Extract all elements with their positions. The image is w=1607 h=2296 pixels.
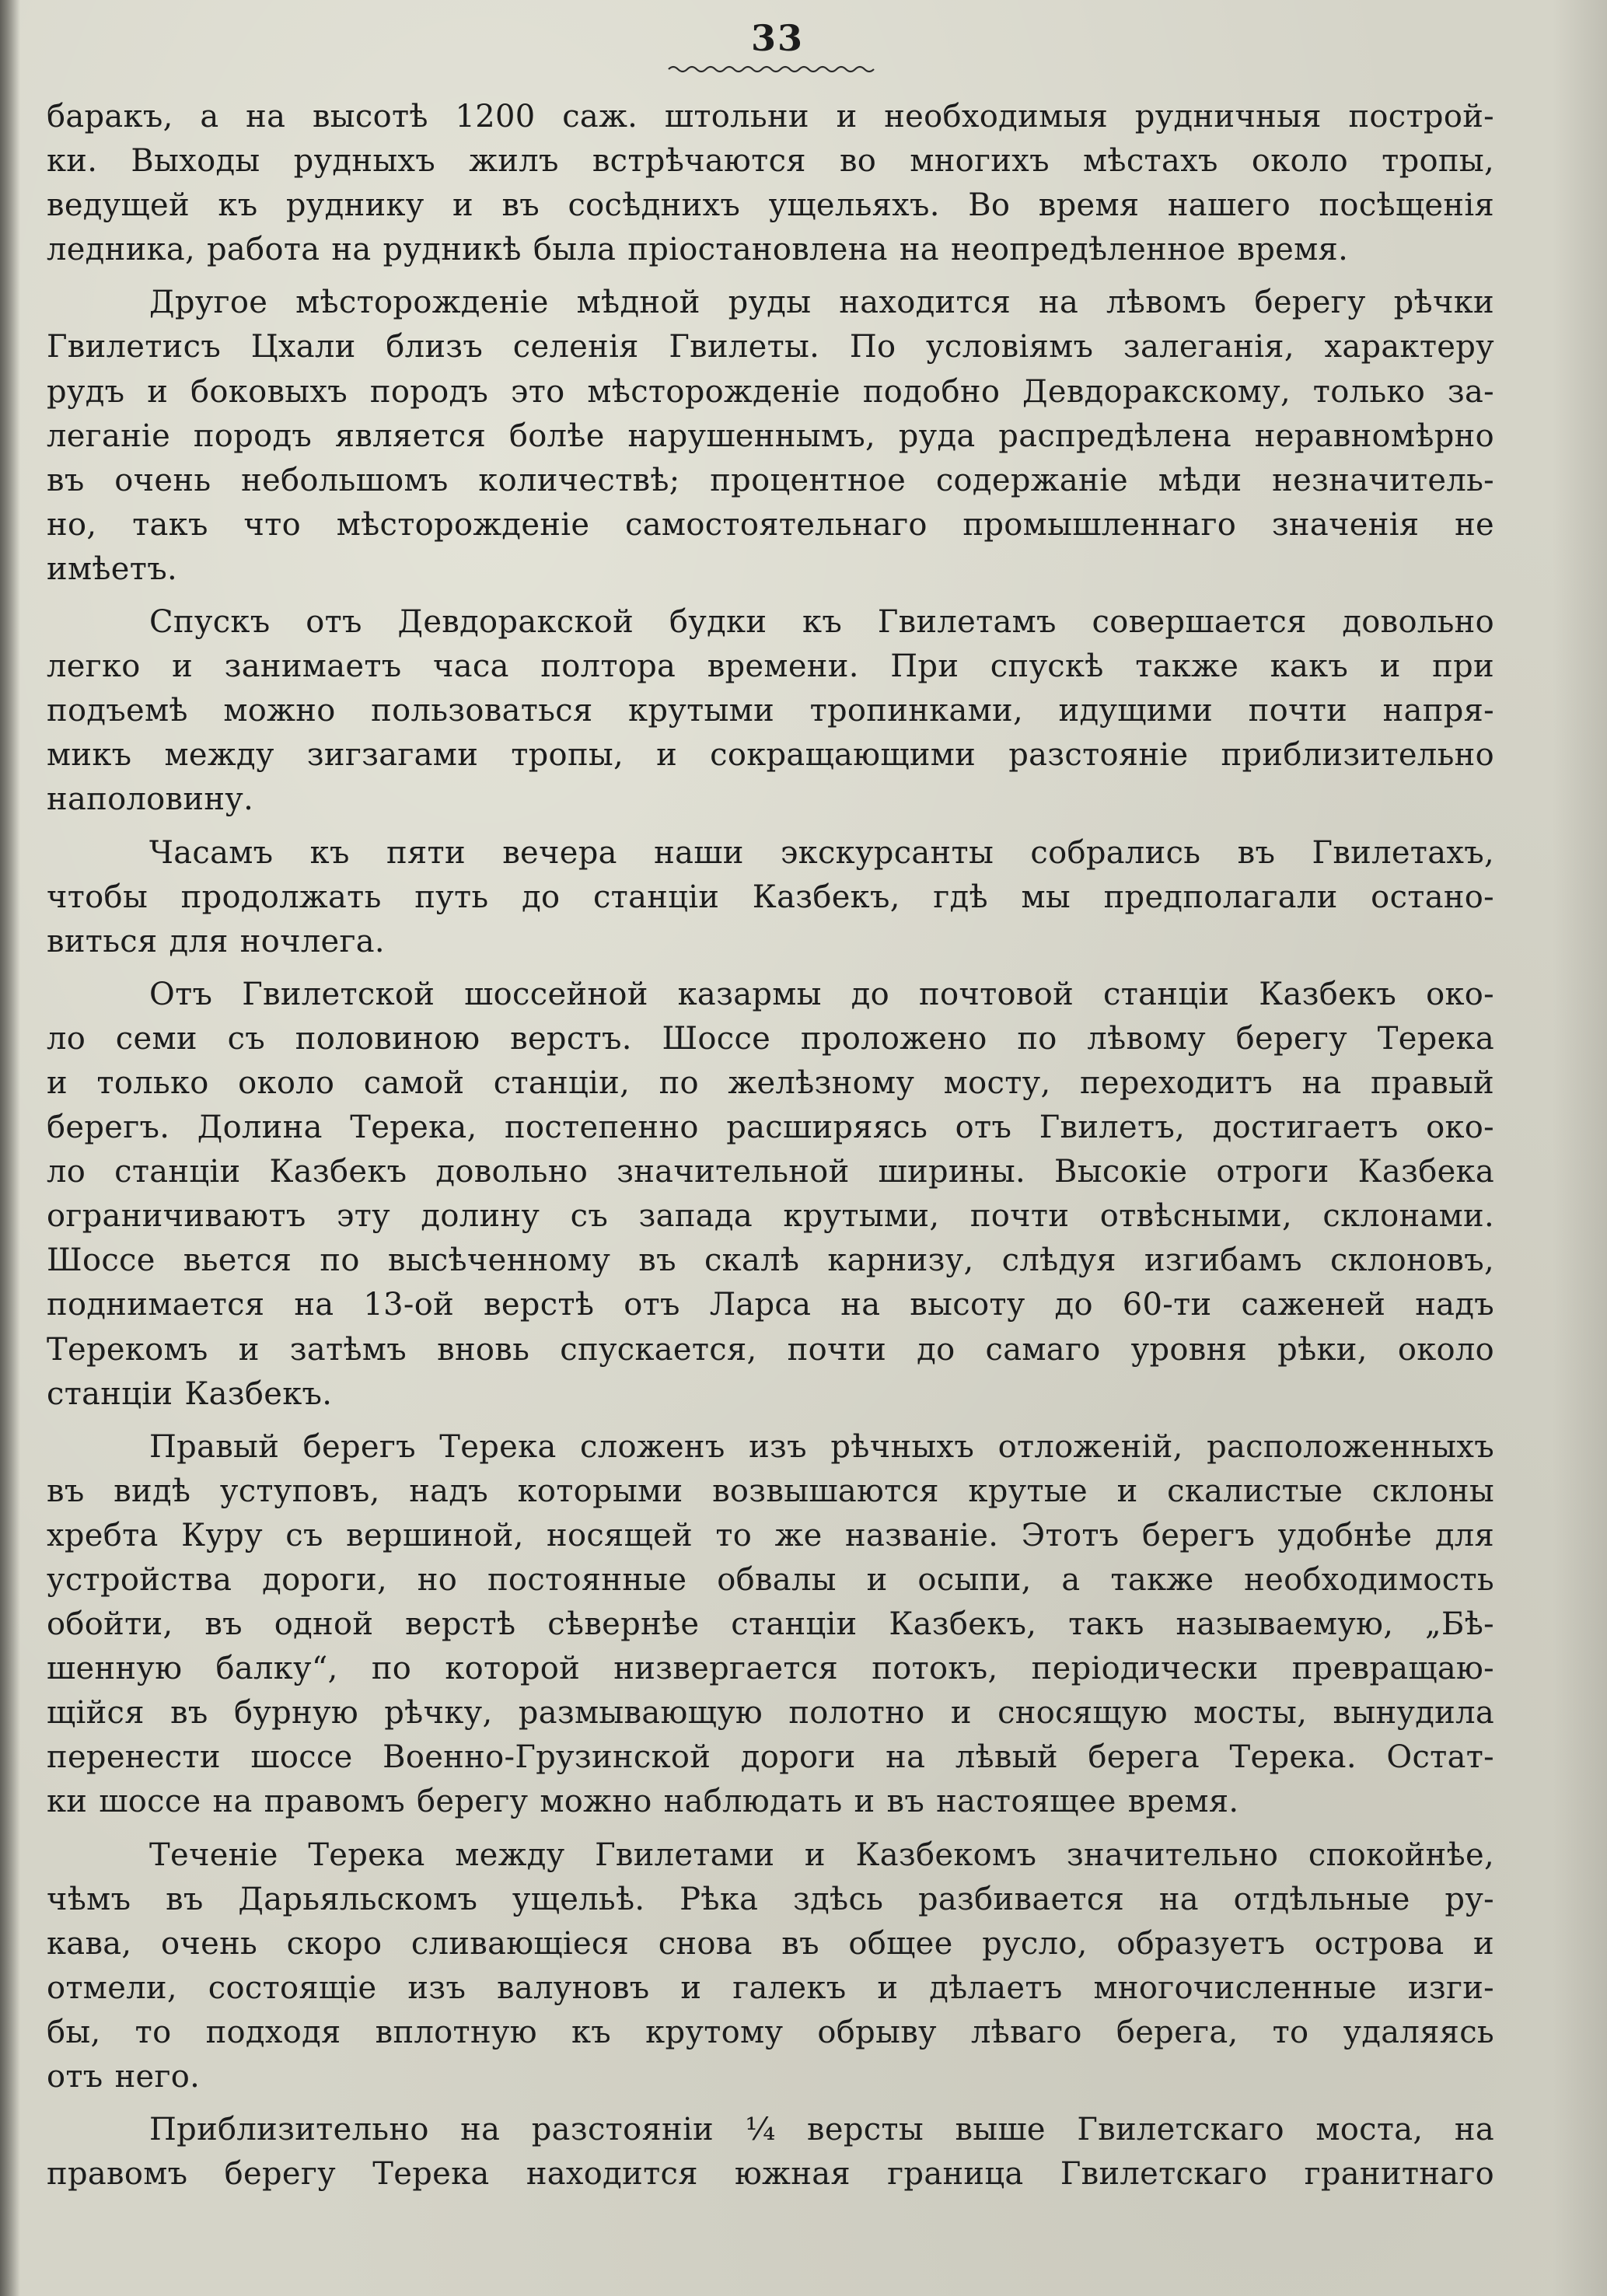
text-line: ки шоссе на правомъ берегу можно наблюдать и въ настоящее время. (47, 1784, 1239, 1820)
text-line: отъ него. (47, 2059, 201, 2095)
text-line: Шоссе вьется по высѣченному въ скалѣ карнизу, слѣдуя изгибамъ склоновъ, (47, 1242, 1494, 1279)
text-line: Часамъ къ пяти вечера наши экскурсанты собрались въ Гвилетахъ, (149, 834, 1494, 871)
text-line: наполовину. (47, 781, 254, 818)
text-line: микъ между зигзагами тропы, и сокращающими разстояніе приблизительно (47, 737, 1494, 774)
paragraph (47, 831, 1494, 964)
text-line: устройства дороги, но постоянные обвалы и осыпи, а также необходимость (47, 1562, 1494, 1598)
text-line: виться для ночлега. (47, 923, 385, 959)
text-line: хребта Куру съ вершиной, носящей то же названіе. Этотъ берегъ удобнѣе для (47, 1517, 1494, 1553)
text-line: Приблизительно на разстояніи ¼ версты выше Гвилетскаго моста, на (149, 2112, 1494, 2148)
text-line: станціи Казбекъ. (47, 1375, 333, 1412)
text-line: Теченіе Терека между Гвилетами и Казбекомъ значительно спокойнѣе, (149, 1836, 1494, 1873)
paragraph-gap (47, 964, 1494, 973)
text-line: чтобы продолжать путь до станціи Казбекъ, гдѣ мы предполагали остано- (47, 879, 1494, 915)
body-text (47, 95, 1494, 2196)
text-line: въ видѣ уступовъ, надъ которыми возвышаются крутые и скалистые склоны (47, 1473, 1494, 1509)
text-line: ло станціи Казбекъ довольно значительной ширины. Высокіе отроги Казбека (47, 1154, 1494, 1190)
text-line: но, такъ что мѣсторожденіе самостоятельнаго промышленнаго значенія не (47, 506, 1494, 543)
paragraph (47, 1833, 1494, 2100)
text-line: перенести шоссе Военно-Грузинской дороги на лѣвый берега Терека. Остат- (47, 1739, 1494, 1776)
paragraph (47, 95, 1494, 272)
paragraph-gap (47, 823, 1494, 831)
text-line: подъемѣ можно пользоваться крутыми тропинками, идущими почти напря- (47, 693, 1494, 729)
text-line: ограничиваютъ эту долину съ запада крутыми, почти отвѣсными, склонами. (47, 1198, 1494, 1235)
page-gutter-shadow (0, 0, 20, 2296)
text-line: ледника, работа на рудникѣ была пріостановлена на неопредѣленное время. (47, 232, 1349, 268)
text-line: Правый берегъ Терека сложенъ изъ рѣчныхъ отложеній, расположенныхъ (149, 1428, 1494, 1465)
text-line: отмели, состоящіе изъ валуновъ и галекъ и дѣлаетъ многочисленные изги- (47, 1969, 1494, 2006)
paragraph-gap (47, 1417, 1494, 1425)
paragraph (47, 1425, 1494, 1825)
text-line: чѣмъ въ Дарьяльскомъ ущельѣ. Рѣка здѣсь разбивается на отдѣльные ру- (47, 1881, 1494, 1917)
page-number: 33 (750, 17, 804, 59)
paragraph (47, 281, 1494, 592)
text-line: ки. Выходы рудныхъ жилъ встрѣчаются во многихъ мѣстахъ около тропы, (47, 143, 1494, 180)
paragraph-gap (47, 272, 1494, 281)
text-line: Отъ Гвилетской шоссейной казармы до почтовой станціи Казбекъ око- (149, 976, 1494, 1012)
text-line: Другое мѣсторожденіе мѣдной руды находится на лѣвомъ берегу рѣчки (149, 285, 1494, 321)
text-line: въ очень небольшомъ количествѣ; процентное содержаніе мѣди незначитель- (47, 462, 1494, 498)
paragraph (47, 600, 1494, 822)
paragraph-gap (47, 2099, 1494, 2108)
text-line: имѣетъ. (47, 550, 177, 587)
text-line: обойти, въ одной верстѣ сѣвернѣе станціи Казбекъ, такъ называемую, „Бѣ- (47, 1606, 1494, 1643)
text-line: баракъ, а на высотѣ 1200 саж. штольни и необходимыя рудничныя построй- (47, 99, 1494, 135)
text-line: Спускъ отъ Девдоракской будки къ Гвилетамъ совершается довольно (149, 604, 1494, 641)
text-line: берегъ. Долина Терека, постепенно расширяясь отъ Гвилетъ, достигаетъ око- (47, 1110, 1494, 1146)
text-line: щійся въ бурную рѣчку, размывающую полотно и сносящую мосты, вынудила (47, 1695, 1494, 1732)
paragraph (47, 973, 1494, 1417)
text-line: кава, очень скоро сливающіеся снова въ общее русло, образуетъ острова и (47, 1925, 1494, 1962)
paragraph (47, 2108, 1494, 2196)
text-line: бы, то подходя вплотную къ крутому обрыву лѣваго берега, то удаляясь (47, 2014, 1494, 2050)
text-line: Гвилетисъ Цхали близъ селенія Гвилеты. По условіямъ залеганія, характеру (47, 329, 1494, 365)
header-wavy-rule (667, 62, 877, 76)
text-line: и только около самой станціи, по желѣзному мосту, переходитъ на правый (47, 1064, 1494, 1101)
paragraph-gap (47, 592, 1494, 600)
text-line: легко и занимаетъ часа полтора времени. При спускѣ также какъ и при (47, 648, 1494, 685)
text-line: Терекомъ и затѣмъ вновь спускается, почти до самаго уровня рѣки, около (47, 1331, 1494, 1368)
text-line: шенную балку“, по которой низвергается потокъ, періодически превращаю- (47, 1651, 1494, 1687)
text-line: правомъ берегу Терека находится южная граница Гвилетскаго гранитнаго (47, 2156, 1494, 2193)
paragraph-gap (47, 1825, 1494, 1833)
page-edge-shade (1553, 0, 1607, 2296)
text-line: леганіе породъ является болѣе нарушеннымъ, руда распредѣлена неравномѣрно (47, 418, 1494, 454)
text-line: поднимается на 13-ой верстѣ отъ Ларса на высоту до 60-ти саженей надъ (47, 1287, 1494, 1323)
text-line: ведущей къ руднику и въ сосѣднихъ ущельяхъ. Во время нашего посѣщенія (47, 187, 1494, 224)
text-line: рудъ и боковыхъ породъ это мѣсторожденіе подобно Девдоракскому, только за- (47, 373, 1494, 410)
text-line: ло семи съ половиною верстъ. Шоссе проложено по лѣвому берегу Терека (47, 1020, 1494, 1057)
